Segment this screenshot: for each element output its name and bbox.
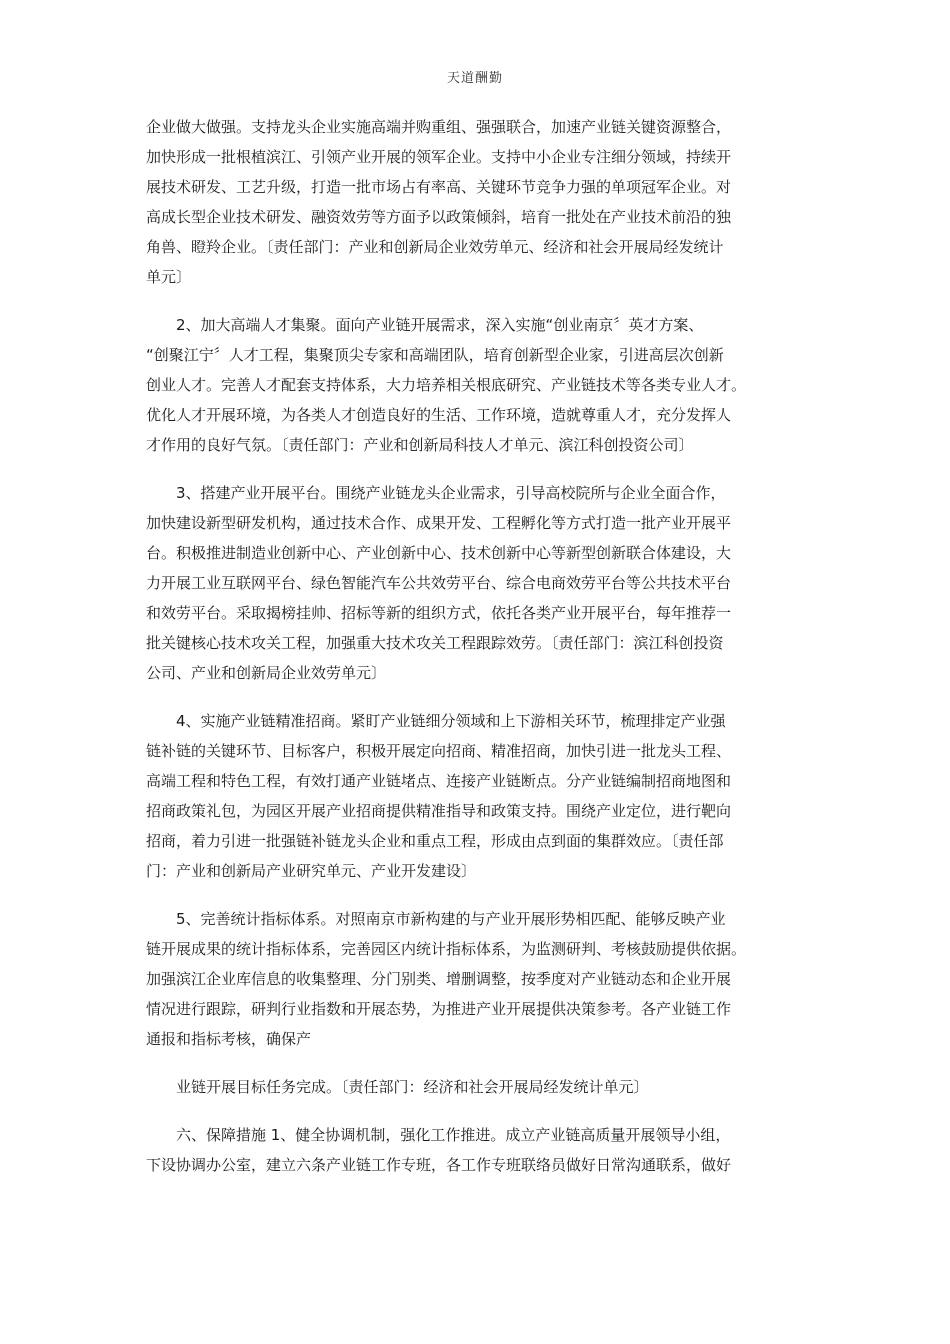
text-line: 企业做大做强。支持龙头企业实施高端并购重组、强强联合，加速产业链关键资源整合， [146, 118, 732, 136]
paragraph [146, 1072, 806, 1102]
paragraph [146, 310, 806, 460]
document-body [146, 112, 806, 1198]
page-header: 天道酬勤 [446, 71, 503, 86]
text-line: 加快建设新型研发机构，通过技术合作、成果开发、工程孵化等方式打造一批产业开展平 [146, 514, 732, 532]
text-line: 3、搭建产业开展平台。围绕产业链龙头企业需求，引导高校院所与企业全面合作， [176, 484, 726, 502]
text-line: 单元〕 [146, 268, 192, 286]
paragraph [146, 706, 806, 886]
text-line: 展技术研发、工艺升级，打造一批市场占有率高、关键环节竞争力强的单项冠军企业。对 [146, 178, 732, 196]
text-line: 优化人才开展环境，为各类人才创造良好的生活、工作环境，造就尊重人才，充分发挥人 [146, 406, 732, 424]
text-line: 角兽、瞪羚企业。〔责任部门：产业和创新局企业效劳单元、经济和社会开展局经发统计 [146, 238, 724, 256]
text-line: 和效劳平台。采取揭榜挂帅、招标等新的组织方式，依托各类产业开展平台，每年推荐一 [146, 604, 732, 622]
paragraph [146, 904, 806, 1054]
text-line: 业链开展目标任务完成。〔责任部门：经济和社会开展局经发统计单元〕 [176, 1078, 649, 1096]
text-line: 力开展工业互联网平台、绿色智能汽车公共效劳平台、综合电商效劳平台等公共技术平台 [146, 574, 732, 592]
paragraph [146, 112, 806, 292]
text-line: 链补链的关键环节、目标客户，积极开展定向招商、精准招商，加快引进一批龙头工程、 [146, 742, 732, 760]
text-line: 5、完善统计指标体系。对照南京市新构建的与产业开展形势相匹配、能够反映产业 [176, 910, 726, 928]
text-line: 公司、产业和创新局企业效劳单元〕 [146, 664, 387, 682]
text-line: 加强滨江企业库信息的收集整理、分门别类、增删调整，按季度对产业链动态和企业开展 [146, 970, 732, 988]
text-line: 才作用的良好气氛。〔责任部门：产业和创新局科技人才单元、滨江科创投资公司〕 [146, 436, 694, 454]
paragraph [146, 478, 806, 688]
text-line: 情况进行跟踪，研判行业指数和开展态势，为推进产业开展提供决策参考。各产业链工作 [146, 1000, 732, 1018]
text-line: 链开展成果的统计指标体系，完善园区内统计指标体系，为监测研判、考核鼓励提供依据。 [146, 940, 747, 958]
text-line: 门：产业和创新局产业研究单元、产业开发建设〕 [146, 862, 477, 880]
text-line: 高成长型企业技术研发、融资效劳等方面予以政策倾斜，培育一批处在产业技术前沿的独 [146, 208, 732, 226]
text-line: 六、保障措施 1、健全协调机制，强化工作推进。成立产业链高质量开展领导小组， [176, 1126, 731, 1144]
text-line: “创聚江宁〞人才工程，集聚顶尖专家和高端团队，培育创新型企业家，引进高层次创新 [146, 346, 724, 364]
text-line: 2、加大高端人才集聚。面向产业链开展需求，深入实施“创业南京〞英才方案、 [176, 316, 704, 334]
text-line: 加快形成一批根植滨江、引领产业开展的领军企业。支持中小企业专注细分领域，持续开 [146, 148, 732, 166]
text-line: 高端工程和特色工程，有效打通产业链堵点、连接产业链断点。分产业链编制招商地图和 [146, 772, 732, 790]
text-line: 通报和指标考核，确保产 [146, 1030, 312, 1048]
text-line: 招商，着力引进一批强链补链龙头企业和重点工程，形成由点到面的集群效应。〔责任部 [146, 832, 724, 850]
text-line: 批关键核心技术攻关工程，加强重大技术攻关工程跟踪效劳。〔责任部门：滨江科创投资 [146, 634, 724, 652]
text-line: 台。积极推进制造业创新中心、产业创新中心、技术创新中心等新型创新联合体建设，大 [146, 544, 732, 562]
text-line: 4、实施产业链精准招商。紧盯产业链细分领域和上下游相关环节，梳理排定产业强 [176, 712, 726, 730]
text-line: 招商政策礼包，为园区开展产业招商提供精准指导和政策支持。围绕产业定位，进行靶向 [146, 802, 732, 820]
text-line: 创业人才。完善人才配套支持体系，大力培养相关根底研究、产业链技术等各类专业人才。 [146, 376, 747, 394]
paragraph [146, 1120, 806, 1180]
text-line: 下设协调办公室，建立六条产业链工作专班，各工作专班联络员做好日常沟通联系，做好 [146, 1156, 732, 1174]
